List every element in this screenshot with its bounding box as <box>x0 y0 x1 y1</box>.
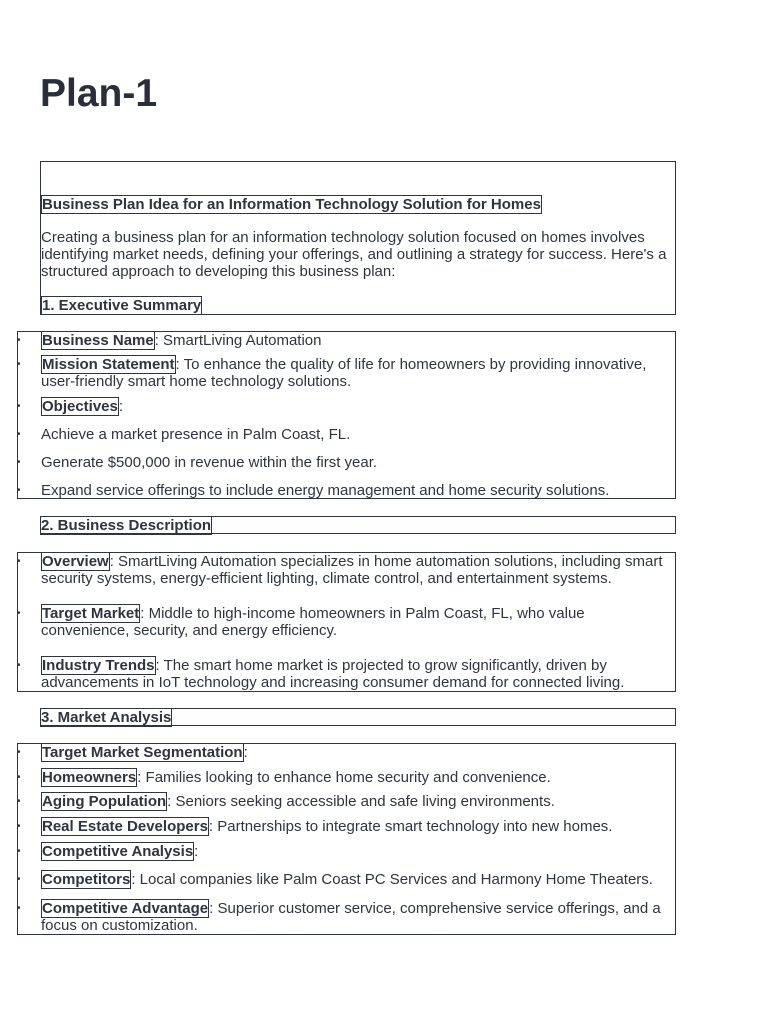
bullet-icon: • <box>17 821 21 832</box>
item-text: : To enhance the quality of life for homeowners by providing innovative, user-friendly smart home technology solutions. <box>41 356 647 390</box>
term-label: Aging Population <box>42 793 167 810</box>
item-text: : The smart home market is projected to grow significantly, driven by advancements in IoT technology and increasing consumer demand for connected living. <box>41 657 625 691</box>
section-heading-box <box>40 708 676 726</box>
bullet-icon: • <box>17 747 21 758</box>
bullet-icon: • <box>17 359 21 370</box>
term-label: Competitors <box>42 871 131 888</box>
item-text: : <box>118 398 124 415</box>
section-heading-business-description: 2. Business Description <box>41 517 212 534</box>
bullet-icon: • <box>17 660 21 671</box>
page-title: Plan-1 <box>40 72 158 115</box>
executive-summary-list <box>17 331 676 499</box>
term-label: Competitive Analysis <box>42 843 194 860</box>
intro-block <box>40 161 676 315</box>
item-text: : Middle to high-income homeowners in Palm Coast, FL, who value convenience, security, and energy efficiency. <box>41 605 585 639</box>
term-label: Target Market Segmentation <box>42 744 243 761</box>
bullet-icon: • <box>17 401 21 412</box>
bullet-icon: • <box>17 608 21 619</box>
term-label: Objectives <box>42 398 118 415</box>
term-label: Homeowners <box>42 769 137 786</box>
bullet-icon: • <box>17 335 21 346</box>
item-text: : Families looking to enhance home security and convenience. <box>137 769 551 786</box>
term-label: Real Estate Developers <box>42 818 208 835</box>
term-label: Overview <box>42 553 109 570</box>
item-text: : SmartLiving Automation <box>154 332 322 349</box>
intro-paragraph: Creating a business plan for an information technology solution focused on homes involves identifying market needs, defining your offerings, and outlining a strategy for success. Here's a structured approach to developing this business plan: <box>41 229 667 280</box>
market-analysis-list <box>17 743 676 935</box>
bullet-icon: • <box>17 874 21 885</box>
bullet-icon: • <box>17 457 21 468</box>
item-text: : Seniors seeking accessible and safe living environments. <box>167 793 555 810</box>
item-text: : SmartLiving Automation specializes in home automation solutions, including smart security systems, energy-efficient lighting, climate control, and entertainment systems. <box>41 553 663 587</box>
bullet-icon: • <box>17 796 21 807</box>
section-heading-box <box>40 516 676 534</box>
business-description-list <box>17 552 676 692</box>
item-text: Expand service offerings to include energy management and home security solutions. <box>41 482 610 499</box>
item-text: Achieve a market presence in Palm Coast, FL. <box>41 426 351 443</box>
item-text: : <box>243 744 248 761</box>
term-label: Competitive Advantage <box>42 900 209 917</box>
item-text: : Partnerships to integrate smart technology into new homes. <box>208 818 613 835</box>
section-heading-market-analysis: 3. Market Analysis <box>41 709 172 726</box>
term-label: Target Market <box>42 605 140 622</box>
term-label: Business Name <box>42 332 154 349</box>
bullet-icon: • <box>17 485 21 496</box>
bullet-icon: • <box>17 903 21 914</box>
intro-heading: Business Plan Idea for an Information Technology Solution for Homes <box>42 196 541 213</box>
bullet-icon: • <box>17 846 21 857</box>
item-text: : <box>194 843 199 860</box>
term-label: Mission Statement <box>42 356 175 373</box>
bullet-icon: • <box>17 772 21 783</box>
item-text: Generate $500,000 in revenue within the first year. <box>41 454 378 471</box>
item-text: : Local companies like Palm Coast PC Services and Harmony Home Theaters. <box>131 871 653 888</box>
section-heading-executive-summary: 1. Executive Summary <box>42 297 202 314</box>
item-text: : Superior customer service, comprehensive service offerings, and a focus on customization. <box>41 900 661 934</box>
term-label: Industry Trends <box>42 657 155 674</box>
bullet-icon: • <box>17 429 21 440</box>
bullet-icon: • <box>17 556 21 567</box>
